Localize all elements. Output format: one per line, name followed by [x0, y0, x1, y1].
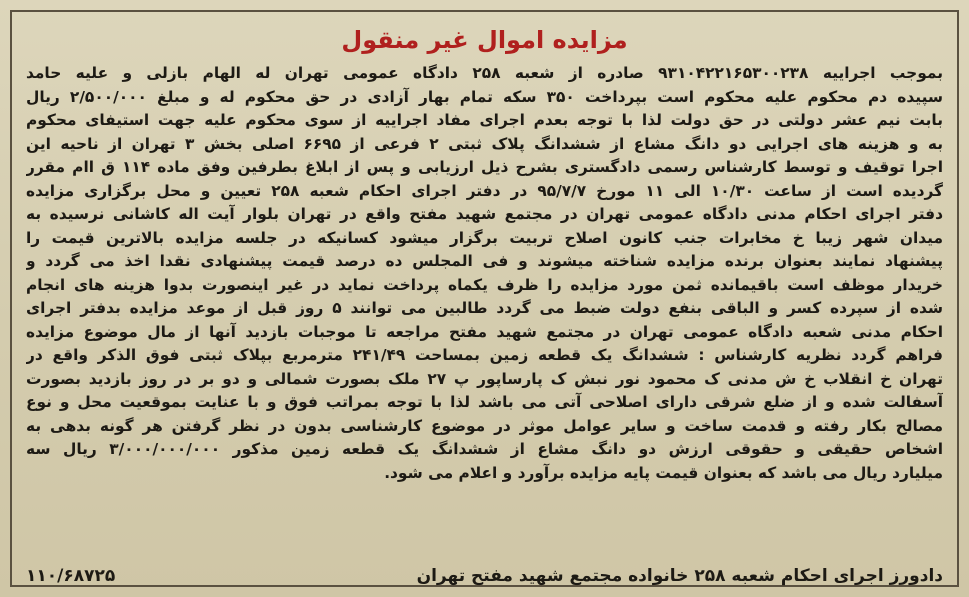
body-line: بموجب اجراییه ۹۳۱۰۴۲۲۱۶۵۳۰۰۲۳۸ صادره از شعبه ۲۵۸ دادگاه عمومی تهران له الهام بازلی و علیه حامد	[26, 64, 943, 82]
ad-title: مزایده اموال غیر منقول	[341, 26, 628, 54]
body-line: دفتر اجرای احکام مدنی دادگاه عمومی تهران در مجتمع شهید مفتح واقع در تهران بلوار آیت اله کاشانی نرسیده به	[26, 205, 943, 223]
body-line: بابت نیم عشر دولتی در حق دولت لذا با توجه بعدم اجرای مفاد اجراییه از سوی محکوم علیه جهت استیفای محکوم	[26, 111, 943, 129]
body-line: گردیده است از ساعت ۱۰/۳۰ الی ۱۱ مورخ ۹۵/۷/۷ در دفتر اجرای احکام شعبه ۲۵۸ تعیین و محل برگزاری مزایده	[26, 181, 943, 200]
body-line: تهران خ انقلاب خ ش مدنی ک محمود نور نبش ک پارساپور پ ۲۷ ملک بصورت شمالی و دو بر در روز بازدید بصورت	[26, 369, 943, 388]
body-line: میلیارد ریال می باشد که بعنوان قیمت پایه مزایده برآورد و اعلام می شود.	[384, 463, 943, 482]
body-line: سپیده دم محکوم علیه محکوم است بپرداخت ۳۵۰ سکه تمام بهار آزادی در حق محکوم له و مبلغ ۲/۵۰۰/۰۰۰ ریال	[26, 87, 943, 106]
body-line: پیشنهاد نمایند بعنوان برنده مزایده شناخته میشوند و فی المجلس ده درصد قیمت پیشنهادی نقدا اخذ می گردد و	[26, 252, 943, 270]
body-line: فراهم گردد نظریه کارشناس : ششدانگ یک قطعه زمین بمساحت ۲۴۱/۴۹ مترمربع بپلاک ثبتی فوق الذکر واقع در	[26, 346, 943, 364]
body-line: اجرا توقیف و توسط کارشناس رسمی دادگستری بشرح ذیل ارزیابی و پس از ابلاغ بطرفین وفق ماده ۱۱۴ ق اام مقرر	[26, 158, 943, 176]
body-line: آسفالت شده و از ضلع شرقی دارای اصلاحی آتی می باشد لذا با توجه بمراتب فوق و با عنایت بموقعیت محل و نوع	[26, 393, 943, 411]
ad-reference-code: ۱۱۰/۶۸۷۲۵	[26, 566, 116, 586]
body-line: شده از سپرده کسر و الباقی بنفع دولت ضبط می گردد طالبین می توانند ۵ روز قبل از موعد مزایده بدفتر اجرای	[26, 299, 943, 317]
body-line: به و هزینه های اجرایی دو دانگ مشاع از ششدانگ پلاک ثبتی ۲ فرعی از ۶۶۹۵ اصلی بخش ۳ تهران از ناحیه این	[26, 134, 943, 153]
body-line: میدان شهر زیبا خ مخابرات جنب کانون اصلاح تربیت برگزار میشود کسانیکه در جلسه مزایده بالاترین قیمت را	[26, 228, 943, 247]
body-line: احکام مدنی شعبه دادگاه عمومی تهران در مجتمع شهید مفتح مراجعه تا موجبات بازدید آنها از مال موضوع مزایده	[26, 322, 943, 341]
body-line: اشخاص حقیقی و حقوقی ارزش دو دانگ مشاع از ششدانگ یک قطعه زمین مذکور ۳/۰۰۰/۰۰۰/۰۰۰ ریال سه	[26, 440, 943, 458]
signature-line: دادورز اجرای احکام شعبه ۲۵۸ خانواده مجتمع شهید مفتح تهران	[416, 566, 943, 586]
ad-footer	[26, 566, 943, 586]
body-line: مصالح بکار رفته و قدمت ساخت و سایر عوامل موثر در موضوع کارشناسی بدون در نظر گرفتن هر گونه بدهی به	[26, 416, 943, 435]
ad-body-text	[26, 62, 943, 485]
body-line: خریدار موظف است باقیمانده ثمن مورد مزایده را ظرف یکماه پرداخت نماید در غیر اینصورت بدوا هزینه های انجام	[26, 275, 943, 294]
